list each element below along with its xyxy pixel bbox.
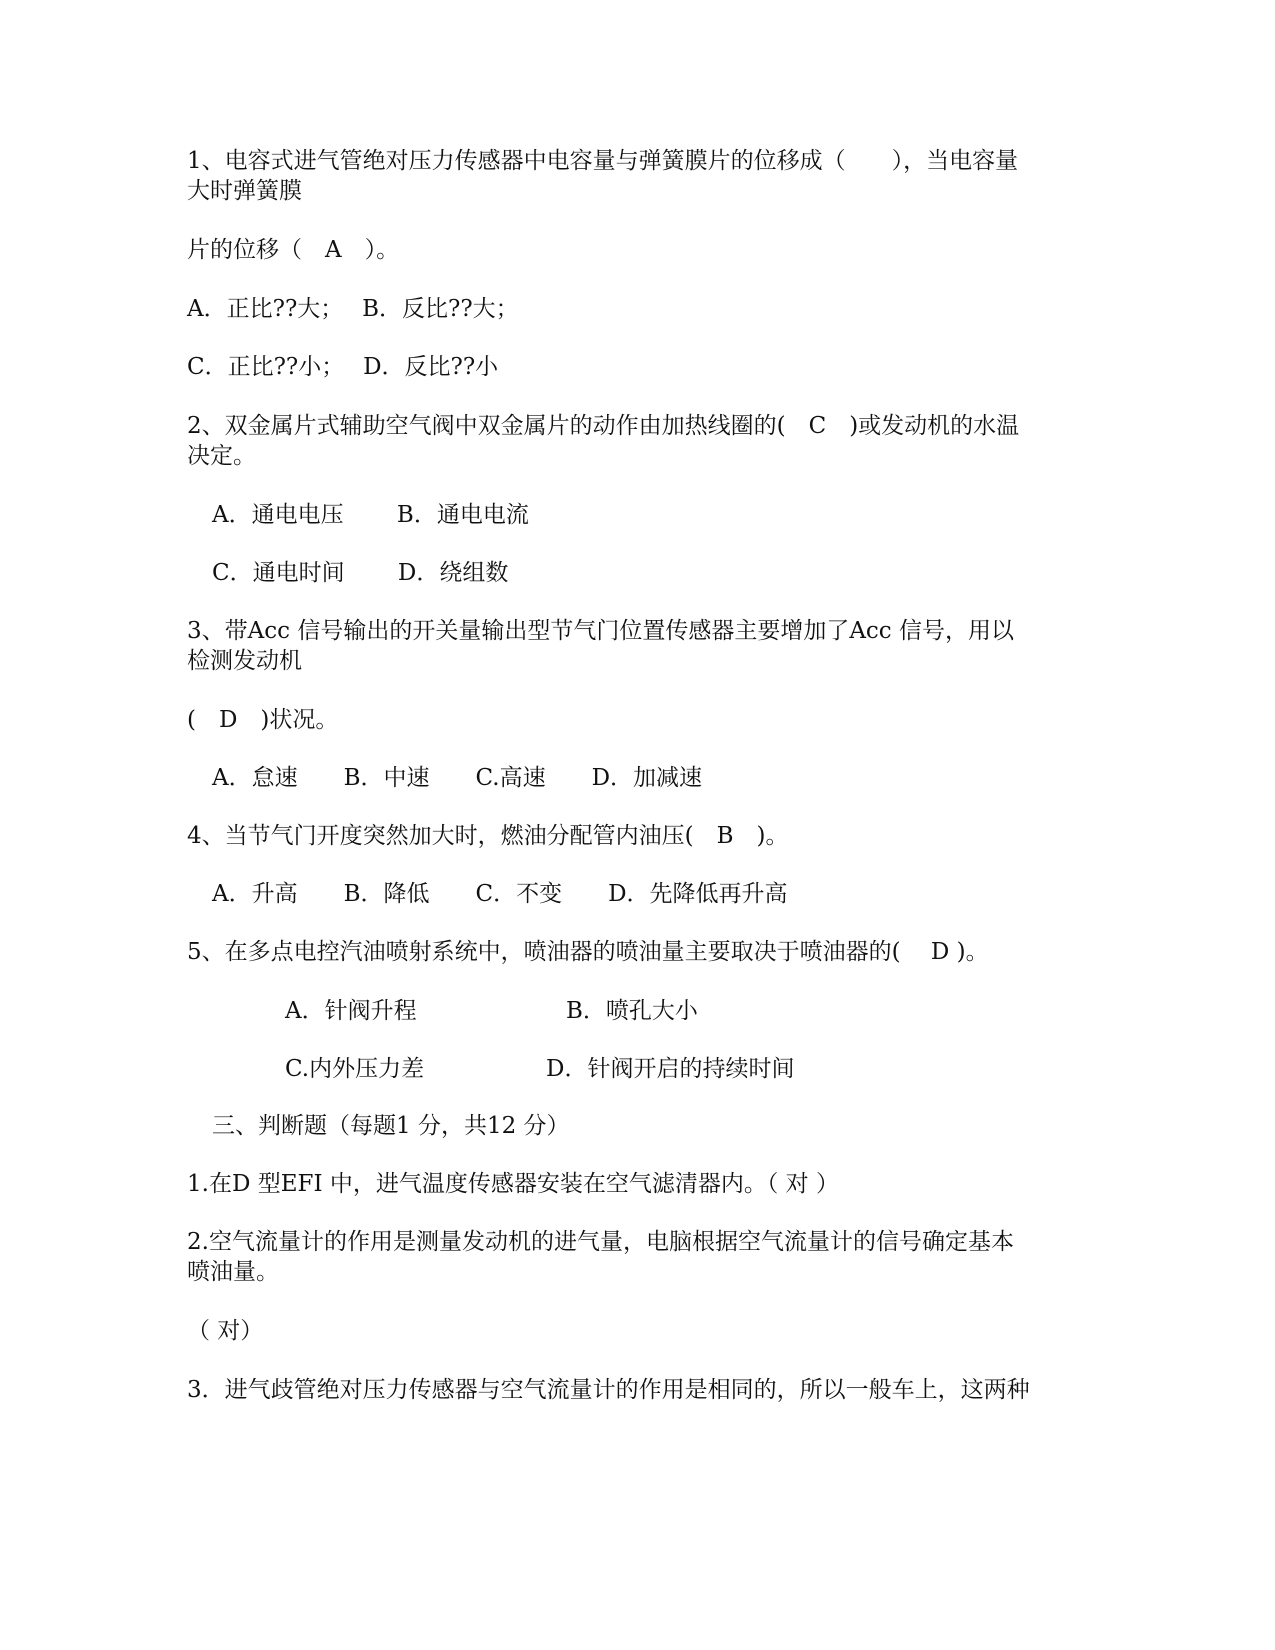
question-5-option-d: D．针阀开启的持续时间 (546, 1056, 795, 1082)
question-5-option-b: B．喷孔大小 (566, 998, 698, 1024)
tf-question-2-answer: （ 对） (187, 1318, 264, 1344)
tf-question-2-line-2: 喷油量。 (187, 1259, 279, 1285)
question-1-line-3: 片的位移（ A ）。 (187, 237, 400, 263)
question-3-line-3: ( D )状况。 (187, 707, 339, 733)
tf-question-1: 1.在D 型EFI 中，进气温度传感器安装在空气滤清器内。（ 对 ） (187, 1171, 839, 1197)
question-3-options: A．怠速 B．中速 C.高速 D．加减速 (212, 765, 703, 791)
question-2-line-1: 2、双金属片式辅助空气阀中双金属片的动作由加热线圈的( C )或发动机的水温 (187, 413, 1020, 439)
tf-question-2-line-1: 2.空气流量计的作用是测量发动机的进气量，电脑根据空气流量计的信号确定基本 (187, 1229, 1014, 1255)
question-1-line-2: 大时弹簧膜 (187, 178, 302, 204)
question-2-options-ab: A．通电电压 B．通电电流 (212, 502, 529, 528)
question-1-options-ab: A．正比??大； B．反比??大； (187, 296, 519, 322)
question-1-line-1: 1、电容式进气管绝对压力传感器中电容量与弹簧膜片的位移成（ ），当电容量 (187, 148, 1019, 174)
question-2-line-2: 决定。 (187, 443, 256, 469)
question-2-options-cd: C．通电时间 D．绕组数 (212, 560, 509, 586)
question-4-options: A．升高 B．降低 C．不变 D．先降低再升高 (212, 881, 788, 907)
question-3-line-1: 3、带Acc 信号输出的开关量输出型节气门位置传感器主要增加了Acc 信号，用以 (187, 618, 1015, 644)
question-5-option-a: A．针阀升程 (285, 998, 417, 1024)
question-3-line-2: 检测发动机 (187, 648, 302, 674)
question-5-option-c: C.内外压力差 (285, 1056, 425, 1082)
tf-question-3-line-1: 3．进气歧管绝对压力传感器与空气流量计的作用是相同的，所以一般车上，这两种 (187, 1377, 1030, 1403)
question-1-options-cd: C．正比??小； D．反比??小 (187, 354, 499, 380)
section-heading-true-false: 三、判断题（每题1 分，共12 分） (212, 1113, 570, 1139)
question-4-line-1: 4、当节气门开度突然加大时，燃油分配管内油压( B )。 (187, 823, 789, 849)
question-5-line-1: 5、在多点电控汽油喷射系统中，喷油器的喷油量主要取决于喷油器的( D )。 (187, 939, 989, 965)
